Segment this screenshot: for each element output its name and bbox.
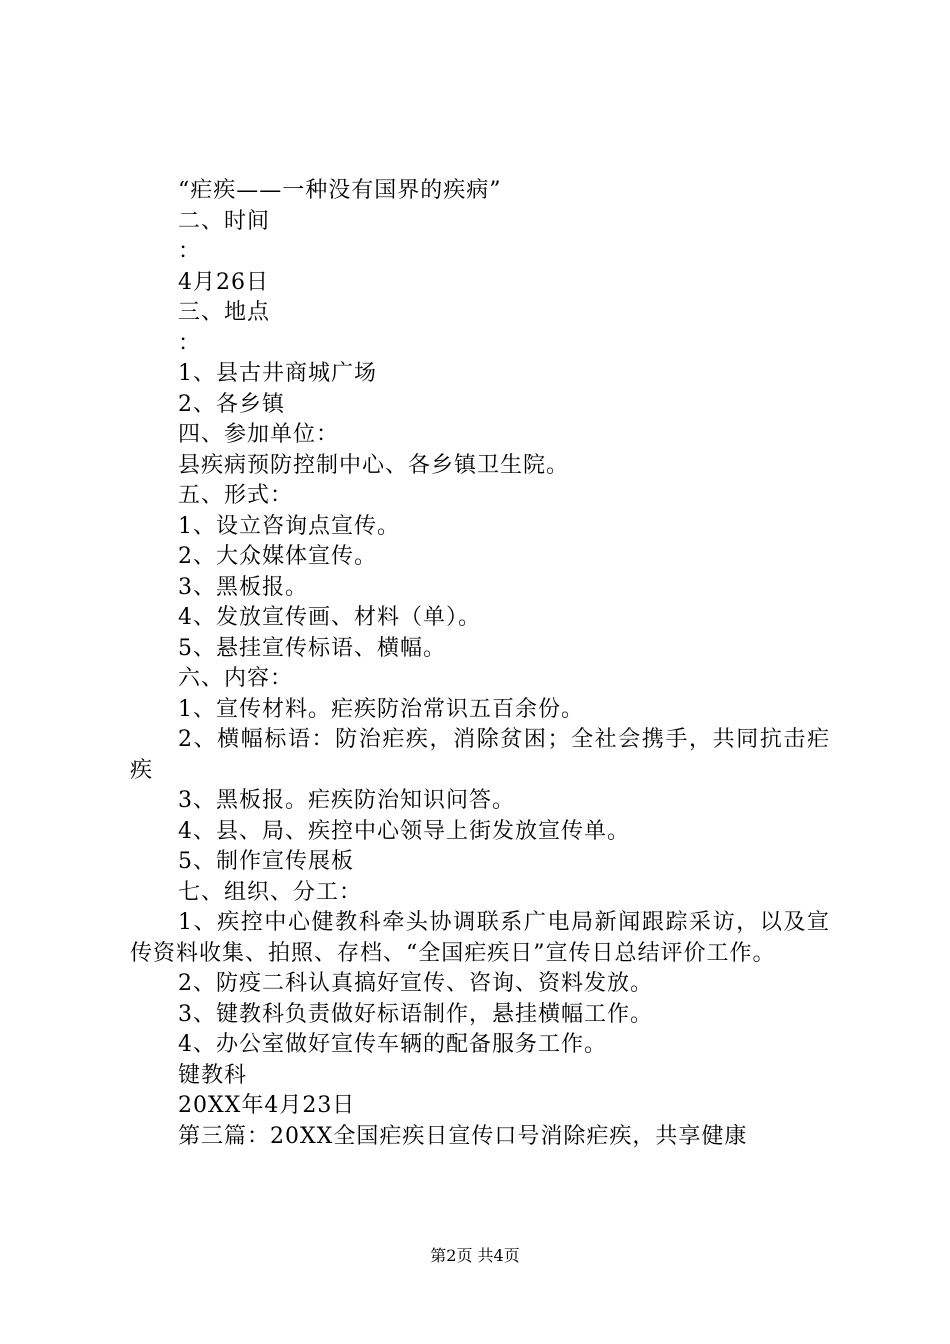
list-item: 4、发放宣传画、材料（单）。 [178,605,481,630]
list-item: 1、疾控中心健教科牵头协调联系广电局新闻跟踪采访，以及宣传资料收集、拍照、存档、“全国疟疾日”宣传日总结评价工作。 [130,910,830,966]
list-item: 3、黑板报。 [178,574,308,600]
list-item: 2、大众媒体宣传。 [178,544,377,569]
list-item: 4、办公室做好宣传车辆的配备服务工作。 [178,1032,607,1057]
text-line: ： [178,330,202,356]
section-heading: 三、地点 [178,300,271,325]
list-item: 2、防疫二科认真搞好宣传、咨询、资料发放。 [178,971,653,996]
document-body [130,176,830,1152]
list-item: 1、宣传材料。疟疾防治常识五百余份。 [178,696,584,722]
list-item: 5、悬挂宣传标语、横幅。 [178,635,446,661]
section-heading: 七、组织、分工： [178,879,363,905]
text-line: “疟疾——一种没有国界的疾病” [178,178,502,203]
text-line: 4月26日 [178,269,269,295]
text-line: ： [178,239,202,264]
section-heading: 六、内容： [178,666,294,691]
signature-department: 键教科 [178,1062,248,1088]
section-heading: 二、时间 [178,208,271,234]
list-item: 3、键教科负责做好标语制作，悬挂横幅工作。 [178,1001,653,1027]
list-item: 2、各乡镇 [178,391,285,417]
text-line: 县疾病预防控制中心、各乡镇卫生院。 [178,452,570,478]
list-item: 1、设立咨询点宣传。 [178,513,400,539]
next-section-title: 第三篇：20XX全国疟疾日宣传口号消除疟疾，共享健康 [178,1123,748,1149]
page-footer: 第2页 共4页 [430,1246,520,1265]
list-item: 4、县、局、疾控中心领导上街发放宣传单。 [178,818,630,844]
list-item: 2、横幅标语：防治疟疾，消除贫困；全社会携手，共同抗击疟疾 [130,727,830,783]
list-item: 3、黑板报。疟疾防治知识问答。 [178,788,515,813]
list-item: 1、县古井商城广场 [178,361,377,386]
signature-date: 20XX年4月23日 [178,1093,356,1118]
section-heading: 五、形式： [178,483,294,508]
list-item: 5、制作宣传展板 [178,849,354,874]
section-heading: 四、参加单位： [178,422,340,447]
